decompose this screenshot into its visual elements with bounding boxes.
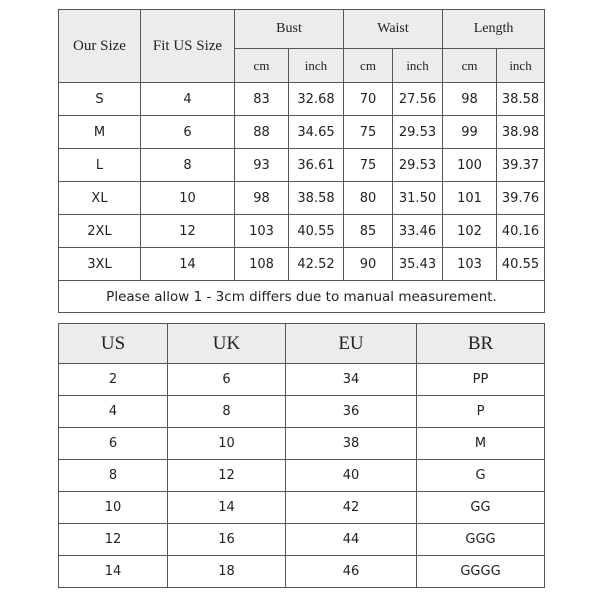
table-cell: 108 <box>235 248 289 281</box>
table-cell: 2XL <box>59 215 141 248</box>
size-conversion-table <box>58 323 545 588</box>
table-cell: 18 <box>168 556 286 588</box>
header-bust: Bust <box>235 10 344 49</box>
table-cell: 14 <box>59 556 168 588</box>
table-cell: 6 <box>59 428 168 460</box>
header-length-inch: inch <box>497 49 545 83</box>
table-cell: 8 <box>59 460 168 492</box>
table-row <box>59 182 545 215</box>
table-cell: 44 <box>286 524 417 556</box>
table-cell: 31.50 <box>393 182 443 215</box>
table-cell: 38.58 <box>289 182 344 215</box>
table-cell: 14 <box>168 492 286 524</box>
table-cell: 4 <box>141 83 235 116</box>
table-cell: 16 <box>168 524 286 556</box>
header-eu: EU <box>286 324 417 364</box>
header-length-cm: cm <box>443 49 497 83</box>
table-cell: 10 <box>59 492 168 524</box>
size-measurement-table <box>58 9 545 313</box>
table-cell: L <box>59 149 141 182</box>
table-cell: 39.37 <box>497 149 545 182</box>
table-cell: 10 <box>168 428 286 460</box>
table-cell: 100 <box>443 149 497 182</box>
table-cell: S <box>59 83 141 116</box>
header-our-size: Our Size <box>59 10 141 83</box>
table-row <box>59 364 545 396</box>
table-cell: 42 <box>286 492 417 524</box>
table-cell: 101 <box>443 182 497 215</box>
table-cell: 6 <box>168 364 286 396</box>
table-cell: PP <box>417 364 545 396</box>
table-cell: 36.61 <box>289 149 344 182</box>
table-cell: 88 <box>235 116 289 149</box>
table-row <box>59 83 545 116</box>
table-cell: 12 <box>168 460 286 492</box>
table-cell: 33.46 <box>393 215 443 248</box>
table-cell: 8 <box>168 396 286 428</box>
table-cell: 36 <box>286 396 417 428</box>
table-cell: 38.98 <box>497 116 545 149</box>
table-cell: P <box>417 396 545 428</box>
table-cell: 99 <box>443 116 497 149</box>
table-row <box>59 396 545 428</box>
table-cell: 29.53 <box>393 149 443 182</box>
table-cell: 14 <box>141 248 235 281</box>
table-cell: 34.65 <box>289 116 344 149</box>
table-cell: 93 <box>235 149 289 182</box>
table-cell: 85 <box>344 215 393 248</box>
header-waist-inch: inch <box>393 49 443 83</box>
table-cell: 102 <box>443 215 497 248</box>
table-cell: 12 <box>59 524 168 556</box>
table-cell: 29.53 <box>393 116 443 149</box>
table-cell: GGG <box>417 524 545 556</box>
table-cell: 40.55 <box>289 215 344 248</box>
table-cell: M <box>417 428 545 460</box>
table-cell: GGGG <box>417 556 545 588</box>
table-row <box>59 149 545 182</box>
table-cell: 83 <box>235 83 289 116</box>
header-bust-cm: cm <box>235 49 289 83</box>
header-bust-inch: inch <box>289 49 344 83</box>
table-cell: 75 <box>344 116 393 149</box>
table-cell: 75 <box>344 149 393 182</box>
table-cell: 38 <box>286 428 417 460</box>
table-cell: 35.43 <box>393 248 443 281</box>
table-cell: G <box>417 460 545 492</box>
table-cell: 39.76 <box>497 182 545 215</box>
header-us: US <box>59 324 168 364</box>
header-uk: UK <box>168 324 286 364</box>
table-row <box>59 248 545 281</box>
table-row <box>59 460 545 492</box>
table-cell: 98 <box>235 182 289 215</box>
table-cell: 4 <box>59 396 168 428</box>
table-cell: 90 <box>344 248 393 281</box>
header-br: BR <box>417 324 545 364</box>
table-cell: 8 <box>141 149 235 182</box>
table-cell: 27.56 <box>393 83 443 116</box>
table-cell: 80 <box>344 182 393 215</box>
table-row <box>59 524 545 556</box>
table-cell: XL <box>59 182 141 215</box>
table-row <box>59 116 545 149</box>
table-cell: 98 <box>443 83 497 116</box>
table-cell: 40 <box>286 460 417 492</box>
table-cell: 32.68 <box>289 83 344 116</box>
table-cell: 42.52 <box>289 248 344 281</box>
table-cell: 40.16 <box>497 215 545 248</box>
table-cell: 40.55 <box>497 248 545 281</box>
header-waist-cm: cm <box>344 49 393 83</box>
table-row <box>59 215 545 248</box>
table-cell: 70 <box>344 83 393 116</box>
table-cell: 46 <box>286 556 417 588</box>
table-row <box>59 556 545 588</box>
table-cell: GG <box>417 492 545 524</box>
header-length: Length <box>443 10 545 49</box>
table-cell: 2 <box>59 364 168 396</box>
table-cell: 3XL <box>59 248 141 281</box>
table-cell: 12 <box>141 215 235 248</box>
table-cell: 10 <box>141 182 235 215</box>
table-row <box>59 428 545 460</box>
table-row <box>59 492 545 524</box>
table-cell: 103 <box>235 215 289 248</box>
header-waist: Waist <box>344 10 443 49</box>
table-cell: 103 <box>443 248 497 281</box>
measurement-note: Please allow 1 - 3cm differs due to manual measurement. <box>59 281 545 313</box>
header-fit-us-size: Fit US Size <box>141 10 235 83</box>
table-cell: 34 <box>286 364 417 396</box>
table-cell: M <box>59 116 141 149</box>
table-cell: 38.58 <box>497 83 545 116</box>
table-cell: 6 <box>141 116 235 149</box>
